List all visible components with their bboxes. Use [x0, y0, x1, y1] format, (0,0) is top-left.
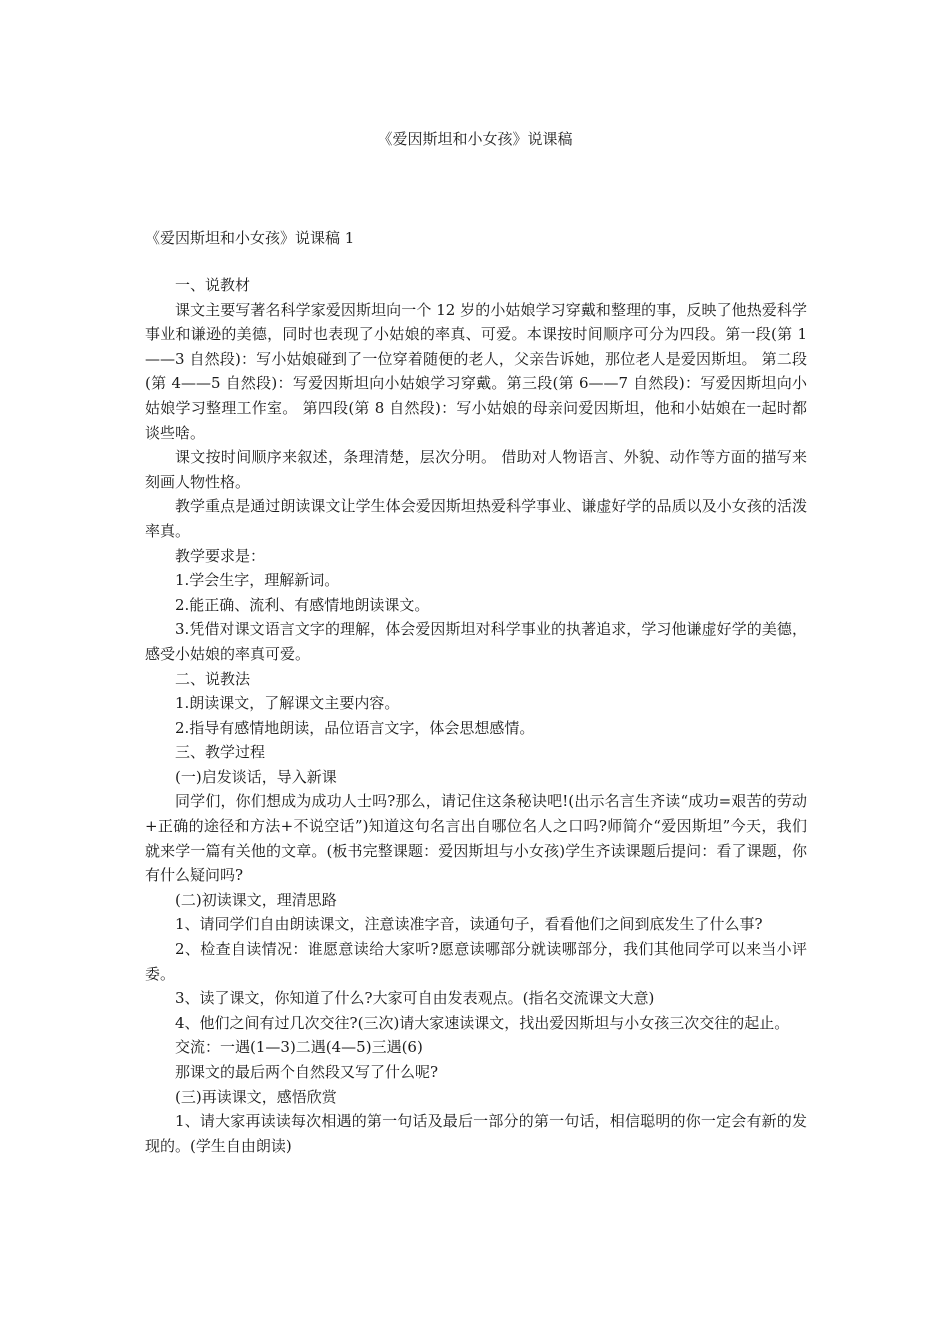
paragraph: 3.凭借对课文语言文字的理解，体会爱因斯坦对科学事业的执著追求，学习他谦虚好学的美德，感受小姑娘的率真可爱。 — [145, 620, 807, 663]
paragraph: 教学重点是通过朗读课文让学生体会爱因斯坦热爱科学事业、谦虚好学的品质以及小女孩的活泼率真。 — [145, 497, 807, 540]
paragraph: 同学们，你们想成为成功人士吗?那么，请记住这条秘诀吧!(出示名言生齐读“成功=艰苦的劳动+正确的途径和方法+不说空话”)知道这句名言出自哪位名人之口吗?师简介“爱因斯坦”今天，我们就来学一篇有关他的文章。(板书完整课题：爱因斯坦与小女孩)学生齐读课题后提问：看了课题，你有什么疑问吗? — [145, 792, 807, 885]
paragraph: 三、教学过程 — [175, 743, 266, 762]
section-title: 《爱因斯坦和小女孩》说课稿 1 — [145, 229, 355, 247]
paragraph: 二、说教法 — [175, 669, 251, 688]
paragraph: (一)启发谈话，导入新课 — [175, 767, 337, 786]
document-title: 《爱因斯坦和小女孩》说课稿 — [377, 130, 573, 148]
paragraph: 2、检查自读情况：谁愿意读给大家听?愿意读哪部分就读哪部分，我们其他同学可以来当小评委。 — [145, 940, 807, 983]
paragraph: 教学要求是： — [175, 546, 266, 565]
paragraph: 1.朗读课文，了解课文主要内容。 — [175, 694, 400, 713]
paragraph: 4、他们之间有过几次交往?(三次)请大家速读课文，找出爱因斯坦与小女孩三次交往的起止。 — [175, 1013, 790, 1032]
paragraph: 课文主要写著名科学家爱因斯坦向一个 12 岁的小姑娘学习穿戴和整理的事，反映了他热爱科学事业和谦逊的美德，同时也表现了小姑娘的率真、可爱。本课按时间顺序可分为四段。第一段(第 1——3 自然段)：写小姑娘碰到了一位穿着随便的老人，父亲告诉她，那位老人是爱因斯坦。 第二段(第 4——5 自然段)：写爱因斯坦向小姑娘学习穿戴。第三段(第 6——7 自然段)：写爱因斯坦向小姑娘学习整理工作室。 第四段(第 8 自然段)：写小姑娘的母亲问爱因斯坦，他和小姑娘在一起时都谈些啥。 — [145, 300, 807, 442]
paragraph: (二)初读课文，理清思路 — [175, 890, 337, 909]
paragraph: 2.指导有感情地朗读，品位语言文字，体会思想感情。 — [175, 718, 535, 737]
paragraph: 1、请大家再读读每次相遇的第一句话及最后一部分的第一句话，相信聪明的你一定会有新的发现的。(学生自由朗读) — [145, 1112, 807, 1155]
paragraph: 课文按时间顺序来叙述，条理清楚，层次分明。 借助对人物语言、外貌、动作等方面的描写来刻画人物性格。 — [145, 448, 807, 491]
paragraph: 交流：一遇(1—3)二遇(4—5)三遇(6) — [175, 1038, 423, 1057]
paragraph: 2.能正确、流利、有感情地朗读课文。 — [175, 595, 430, 614]
paragraph: 一、说教材 — [175, 276, 251, 294]
paragraph: (三)再读课文，感悟欣赏 — [175, 1087, 337, 1106]
document-body — [145, 273, 807, 1158]
paragraph: 1.学会生字，理解新词。 — [175, 571, 340, 590]
paragraph: 1、请同学们自由朗读课文，注意读准字音，读通句子，看看他们之间到底发生了什么事? — [175, 915, 763, 934]
paragraph: 那课文的最后两个自然段又写了什么呢? — [175, 1063, 439, 1081]
paragraph: 3、读了课文，你知道了什么?大家可自由发表观点。(指名交流课文大意) — [175, 989, 655, 1008]
